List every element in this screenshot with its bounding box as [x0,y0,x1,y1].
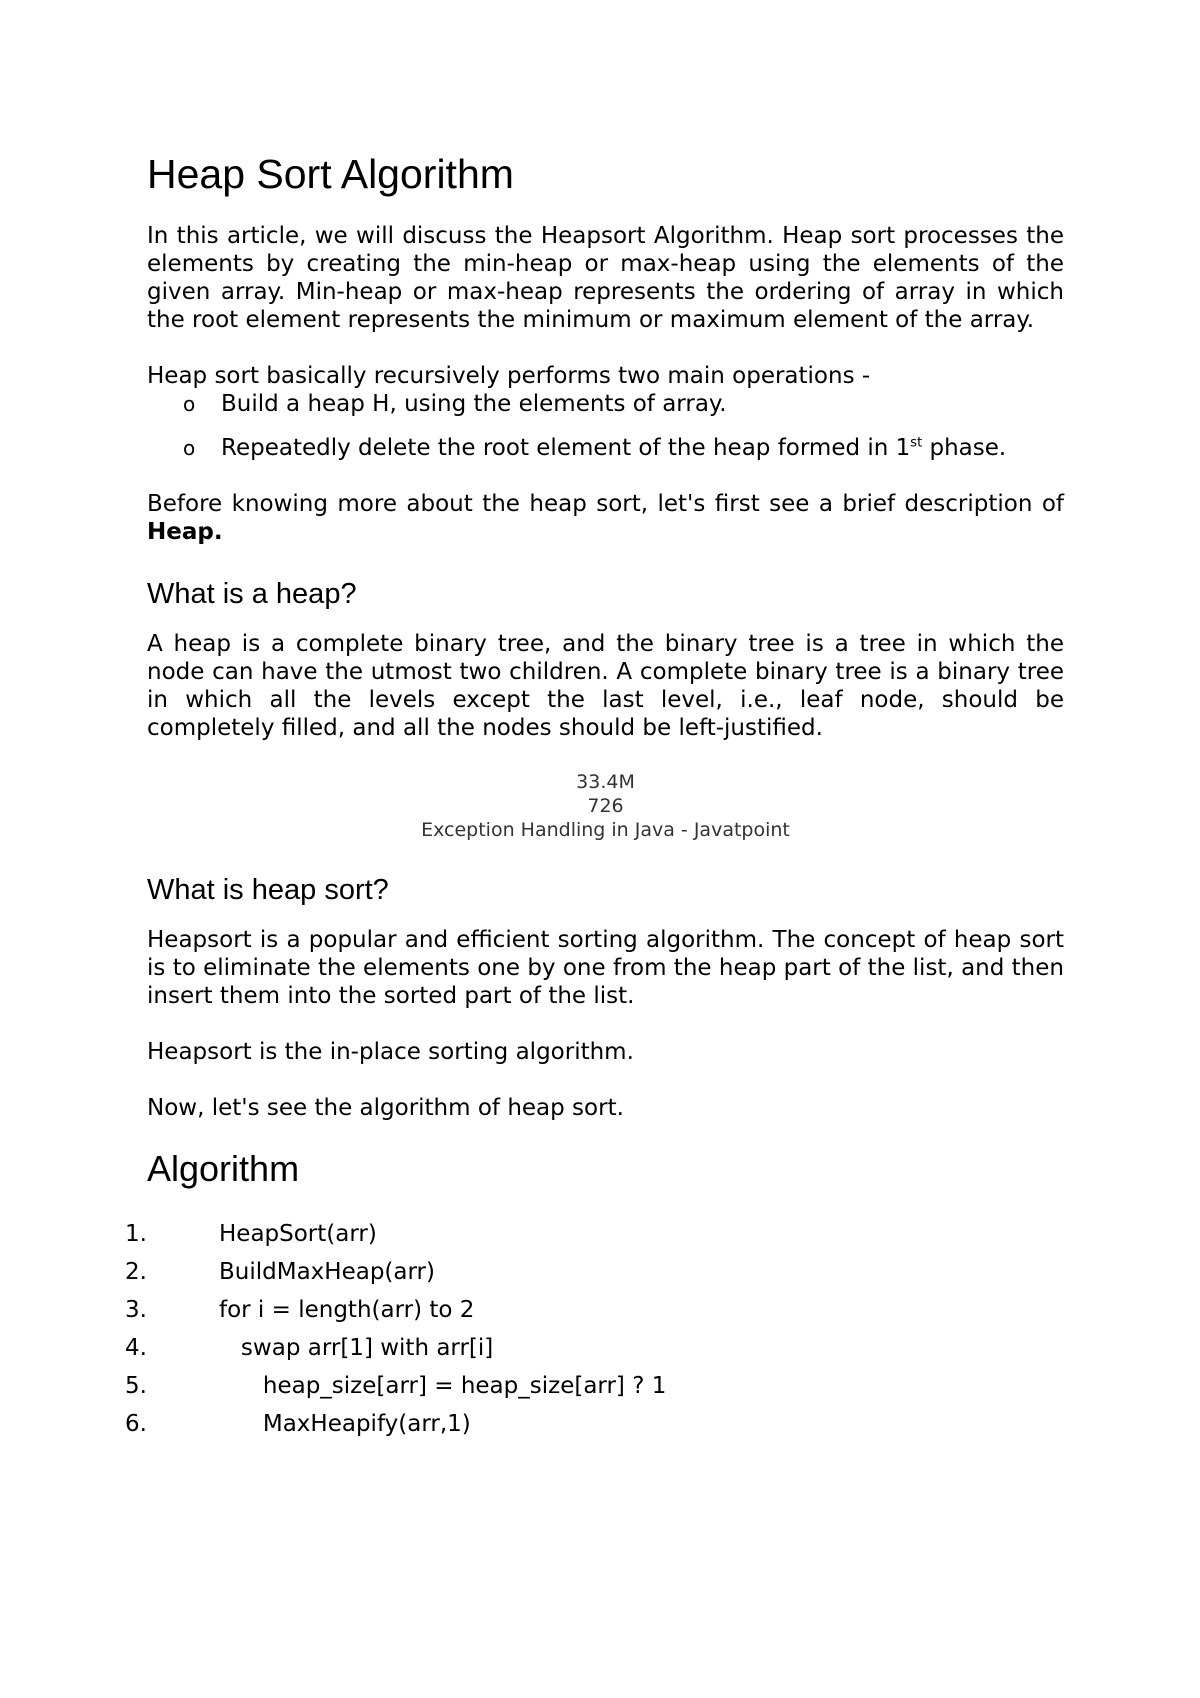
in-place-paragraph: Heapsort is the in-place sorting algorithm. [147,1039,634,1065]
ordinal-suffix: st [910,435,923,451]
bullet-circle-icon: o [183,392,196,416]
line-number: 6. [125,1411,147,1437]
code-line: heap_size[arr] = heap_size[arr] ? 1 [219,1373,667,1399]
operation-text: Build a heap H, using the elements of array. [221,391,727,417]
operations-intro: Heap sort basically recursively performs two main operations - [147,363,871,389]
list-item [107,1296,1067,1334]
video-title[interactable]: Exception Handling in Java - Javatpoint [421,819,790,841]
algorithm-list [107,1220,1067,1448]
list-item [107,1220,1067,1258]
code-line: swap arr[1] with arr[i] [219,1335,494,1361]
document-content [125,150,1064,1448]
operations-list [147,390,1064,462]
heapsort-paragraph: Heapsort is a popular and efficient sorting algorithm. The concept of heap sort is to eliminate the elements one by one from the heap part of the list, and then insert them into the sorted part of the list. [147,927,1064,1009]
operation-text: Repeatedly delete the root element of the heap formed in 1 [221,435,911,461]
video-views: 33.4M [576,771,635,793]
list-item [107,1372,1067,1410]
line-number: 4. [125,1335,147,1361]
line-number: 3. [125,1297,147,1323]
heapsort-heading: What is heap sort? [147,874,389,906]
before-heap-text: Before knowing more about the heap sort, let's first see a brief description of [147,491,1064,517]
code-line: for i = length(arr) to 2 [219,1297,475,1323]
now-paragraph: Now, let's see the algorithm of heap sort. [147,1095,624,1121]
video-count: 726 [587,795,624,817]
list-item [147,434,1064,462]
heap-heading: What is a heap? [147,578,357,610]
code-line: HeapSort(arr) [219,1221,377,1247]
operation-text-end: phase. [922,435,1007,461]
line-number: 5. [125,1373,147,1399]
code-line: MaxHeapify(arr,1) [219,1411,471,1437]
heap-bold-term: Heap. [147,519,223,545]
line-number: 2. [125,1259,147,1285]
before-heap-paragraph [147,490,1064,546]
heap-paragraph: A heap is a complete binary tree, and the binary tree is a tree in which the node can have the utmost two children. A complete binary tree is a binary tree in which all the levels except the last level, i.e., leaf node, should be completely filled, and all the nodes should be left-justified. [147,631,1064,741]
list-item [107,1410,1067,1448]
intro-paragraph: In this article, we will discuss the Heapsort Algorithm. Heap sort processes the elements by creating the min-heap or max-heap using the elements of the given array. Min-heap or max-heap represents the ordering of array in which the root element represents the minimum or maximum element of the array. [147,223,1064,333]
algorithm-heading: Algorithm [147,1148,300,1189]
bullet-circle-icon: o [183,436,196,460]
list-item [107,1258,1067,1296]
video-info[interactable] [147,770,1064,842]
list-item [107,1334,1067,1372]
line-number: 1. [125,1221,147,1247]
page-title: Heap Sort Algorithm [147,151,514,197]
list-item [147,390,1064,418]
code-line: BuildMaxHeap(arr) [219,1259,435,1285]
